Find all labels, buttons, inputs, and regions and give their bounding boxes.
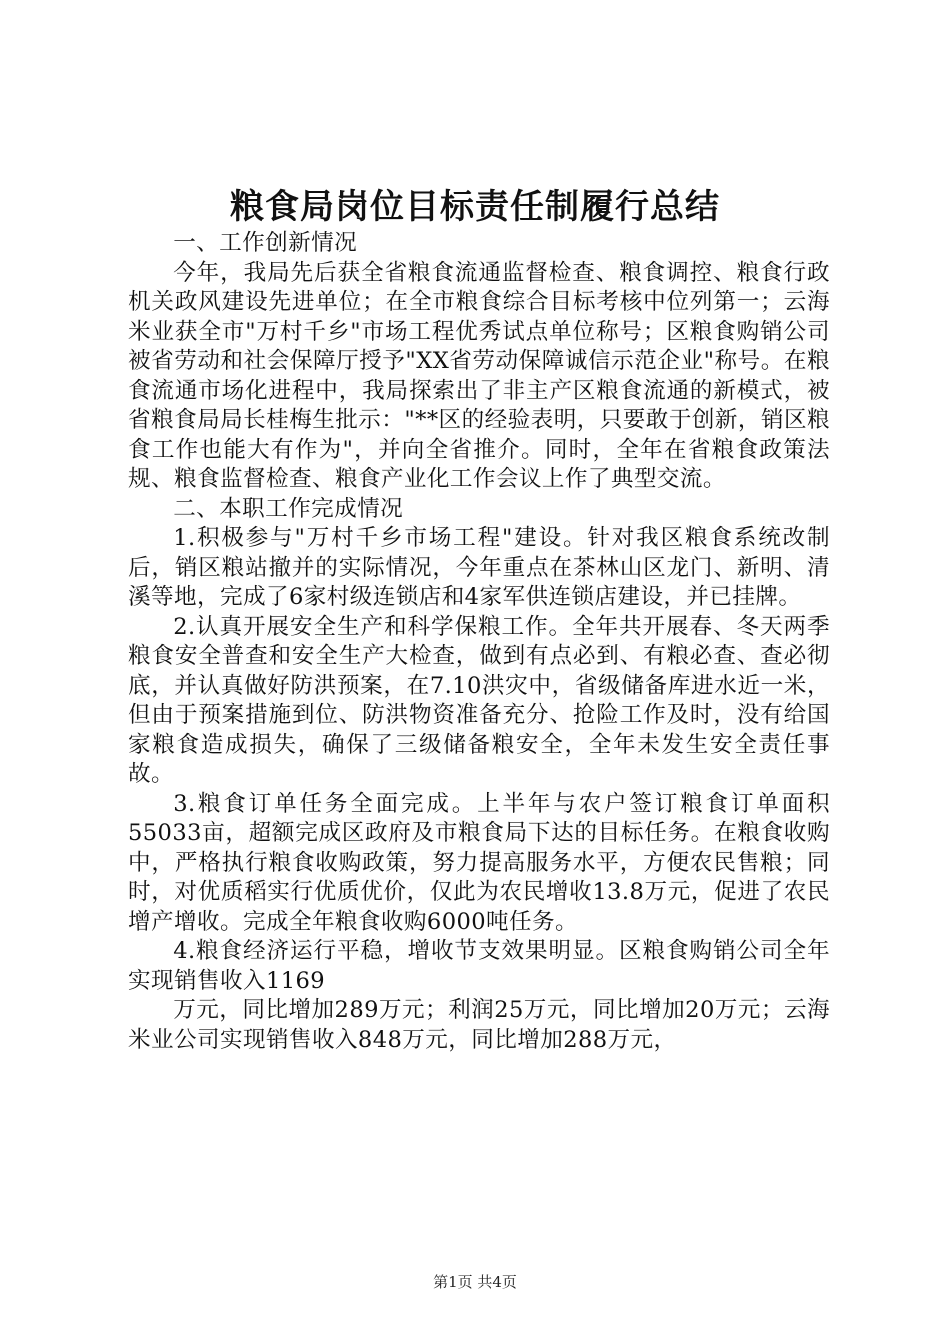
page-footer: 第1页 共4页: [433, 1273, 517, 1291]
section-heading: 一、工作创新情况: [173, 230, 358, 256]
body-paragraph: 万元，同比增加289万元；利润25万元，同比增加20万元；云海米业公司实现销售收入848万元，同比增加288万元，: [128, 997, 830, 1053]
body-paragraph: 2.认真开展安全生产和科学保粮工作。全年共开展春、冬天两季粮食安全普查和安全生产大检查，做到有点必到、有粮必查、查必彻底，并认真做好防洪预案，在7.10洪灾中，省级储备库进水近一米，但由于预案措施到位、防洪物资准备充分、抢险工作及时，没有给国家粮食造成损失，确保了三级储备粮安全，全年未发生安全责任事故。: [128, 613, 830, 787]
body-paragraph: 1.积极参与"万村千乡市场工程"建设。针对我区粮食系统改制后，销区粮站撤并的实际情况，今年重点在茶林山区龙门、新明、清溪等地，完成了6家村级连锁店和4家军供连锁店建设，并已挂牌。: [128, 525, 830, 610]
document-body: [128, 229, 830, 1055]
body-paragraph: 3.粮食订单任务全面完成。上半年与农户签订粮食订单面积55033亩，超额完成区政府及市粮食局下达的目标任务。在粮食收购中，严格执行粮食收购政策，努力提高服务水平，方便农民售粮；同时，对优质稻实行优质优价，仅此为农民增收13.8万元，促进了农民增产增收。完成全年粮食收购6000吨任务。: [128, 790, 830, 935]
body-paragraph: 今年，我局先后获全省粮食流通监督检查、粮食调控、粮食行政机关政风建设先进单位；在全市粮食综合目标考核中位列第一；云海米业获全市"万村千乡"市场工程优秀试点单位称号；区粮食购销公司被省劳动和社会保障厅授予"XX省劳动保障诚信示范企业"称号。在粮食流通市场化进程中，我局探索出了非主产区粮食流通的新模式，被省粮食局局长桂梅生批示："**区的经验表明，只要敢于创新，销区粮食工作也能大有作为"，并向全省推介。同时，全年在省粮食政策法规、粮食监督检查、粮食产业化工作会议上作了典型交流。: [128, 259, 830, 492]
document-title: 粮食局岗位目标责任制履行总结: [230, 187, 720, 227]
body-paragraph: 4.粮食经济运行平稳，增收节支效果明显。区粮食购销公司全年实现销售收入1169: [128, 938, 830, 994]
section-heading: 二、本职工作完成情况: [173, 495, 404, 522]
